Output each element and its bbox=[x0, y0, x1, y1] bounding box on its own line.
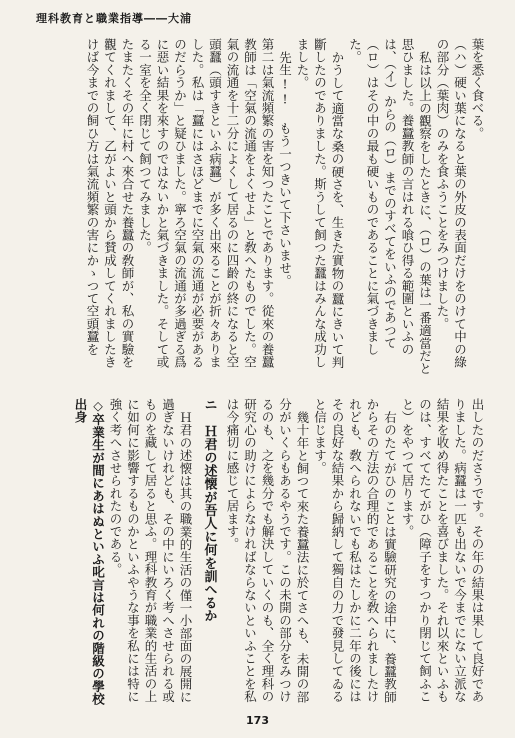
paragraph: 先生!! もう一つきいて下さいませ。 bbox=[277, 50, 293, 287]
running-header: 理科教育と職業指導――大浦 bbox=[36, 12, 192, 25]
lower-text-block bbox=[36, 398, 486, 708]
paragraph: ◇卒業生が間にあはぬといふ叱言は何れの階級の學校出身 bbox=[73, 398, 106, 706]
paragraph: 第二は氣流頻繁の害を知つたことであります。從來の養蠶教師は「空氣の流通をよくせよ」と敎へたものでした。空氣の流通を十二分によくして居るのに四齡の終になると空頭蠶（頭すきといふ病蠶）が多く出來ることが折々ありました。私は「蠶にはさほどまでに空氣の流通が必要があるのだらうか」と疑ひました。寧ろ空氣の流通が多過ぎる爲に惡い結果を來すのではないかと氣づきました。そして或る一室を全く閉じて飼つてみました。 bbox=[137, 38, 275, 369]
paragraph: 私は以上の觀察をしたときに、（ロ）の葉は一番適當だと思ひました。養蠶教師の言はれる喰ひ得る範圍といふのは、（イ）からの（ロ）までのすべてをいふのであつて（ロ）はその中の最も硬いものであることに氣づきました。 bbox=[347, 38, 433, 375]
paragraph: 右のたてがひのことは實驗研究の途中に、養蠶教師からその方法の合理的であることを敎へられましたけれども、敎へられないでも私はたしかに二年の後にはその良好な結果から歸納して獨自の力で發見してゐると信じます。 bbox=[312, 398, 398, 703]
upper-text-block bbox=[36, 38, 486, 378]
paragraph: たまたくその年に村へ來合せた養蠶の敎師が、私の實驗を觀てくれまして、乙がよいと頭から賛成してくれましたきけば今までの飼ひ方は氣流頻繁の害にかゝつて空頭蠶を bbox=[85, 38, 135, 369]
paragraph: Ｈ君の述懐は其の職業的生活の僅一小部面の展開に過ぎないけれども、その中にいろく考へさせられる或ものを藏して居ると思ふ。理科教育が職業的生活の上に如何に影響するものかといふやうな事を私には特に強く考へさせられたのである。 bbox=[108, 398, 193, 703]
paragraph: 出したのださうです。その年の結果は果して良好でありました。病蠶は一匹も出ないで今までにない立派な結果を收め得たことを喜びました。それ以來といふものは、すべてたてがひ（障子をすつかり閉じて飼ふこと）をやつて居ります。 bbox=[400, 398, 485, 703]
paragraph: かうして適當な桑の硬さを、生きた實物の蠶にきいて判斷したのでありました。斯うして飼つた蠶はみんな成功しました。 bbox=[295, 38, 345, 369]
paragraph: （ハ）硬い葉になると葉の外皮の表面だけをのけて中の綠の部分（葉肉）のみを食ふうことをみつけました。 bbox=[435, 38, 468, 369]
page-number: 173 bbox=[246, 714, 269, 727]
section-heading: ニ Ｈ君の述懐が吾人に何を訓へるか bbox=[201, 398, 217, 623]
block-divider bbox=[30, 388, 490, 389]
paragraph: 幾十年と飼つて來た養蠶法に於てさへも、未開の部分がいくらもあるやうです。この未開の部分をみつけるのも、之を幾分でも解決していくのも、全く理科の研究心の助けによらなければならないといふことを私は今痛切に感じて居ます。 bbox=[225, 398, 310, 703]
paragraph: 葉を悉く食べる。 bbox=[470, 38, 485, 140]
